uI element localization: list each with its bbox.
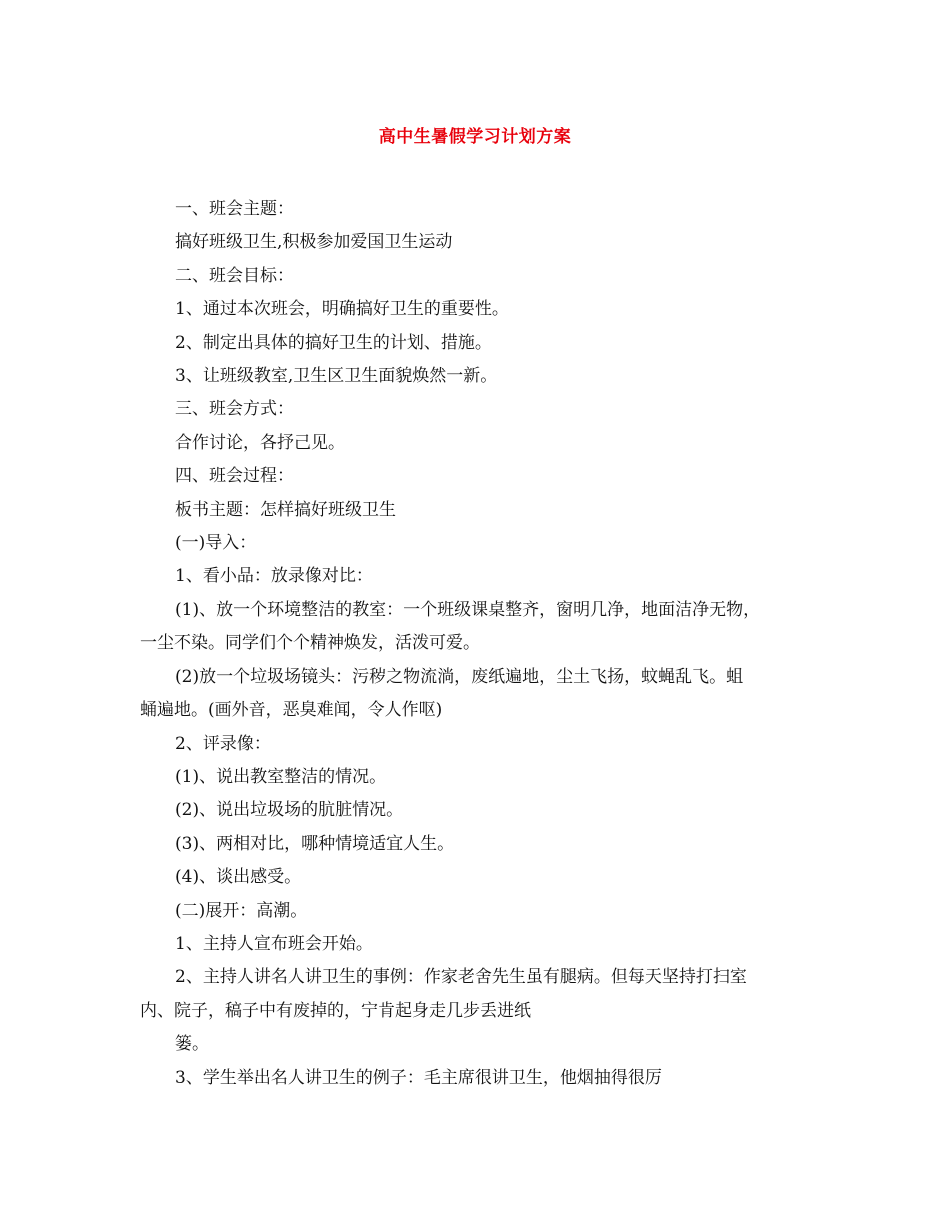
text-line: 三、班会方式：	[175, 399, 294, 420]
text-line: 板书主题：怎样搞好班级卫生	[175, 499, 396, 520]
text-line: 2、主持人讲名人讲卫生的事例：作家老舍先生虽有腿病。但每天坚持打扫室	[175, 967, 747, 988]
text-line: (1)、放一个环境整洁的教室：一个班级课桌整齐，窗明几净，地面洁净无物，	[175, 599, 761, 620]
text-line: 合作讨论，各抒己见。	[175, 432, 345, 453]
text-line: (4)、谈出感受。	[175, 867, 302, 888]
text-line: 蛹遍地。(画外音，恶臭难闻，令人作呕)	[140, 700, 443, 721]
text-line: 1、看小品：放录像对比：	[175, 566, 373, 587]
text-line: 四、班会过程：	[175, 466, 294, 487]
text-line: (3)、两相对比，哪种情境适宜人生。	[175, 833, 455, 854]
text-line: 3、学生举出名人讲卫生的例子：毛主席很讲卫生，他烟抽得很厉	[175, 1067, 662, 1088]
text-line: (1)、说出教室整洁的情况。	[175, 766, 387, 787]
text-line: 1、主持人宣布班会开始。	[175, 933, 373, 954]
text-line: 一尘不染。同学们个个精神焕发，活泼可爱。	[140, 633, 480, 654]
text-line: 内、院子，稿子中有废掉的，宁肯起身走几步丢进纸	[140, 1000, 531, 1021]
text-line: 搞好班级卫生,积极参加爱国卫生运动	[175, 232, 453, 253]
document-body	[140, 193, 830, 1095]
text-line: 篓。	[175, 1034, 209, 1055]
document-title: 高中生暑假学习计划方案	[378, 127, 572, 147]
text-line: (一)导入：	[175, 533, 257, 554]
text-line: 3、让班级教室,卫生区卫生面貌焕然一新。	[175, 366, 498, 387]
text-line: (二)展开：高潮。	[175, 900, 308, 921]
text-line: 1、通过本次班会，明确搞好卫生的重要性。	[175, 299, 509, 320]
text-line: 一、班会主题：	[175, 199, 294, 219]
text-line: 2、制定出具体的搞好卫生的计划、措施。	[175, 332, 492, 353]
text-line: (2)放一个垃圾场镜头：污秽之物流淌，废纸遍地，尘土飞扬，蚊蝇乱飞。蛆	[175, 666, 744, 687]
text-line: (2)、说出垃圾场的肮脏情况。	[175, 800, 404, 821]
text-line: 二、班会目标：	[175, 265, 294, 286]
text-line: 2、评录像：	[175, 733, 271, 754]
